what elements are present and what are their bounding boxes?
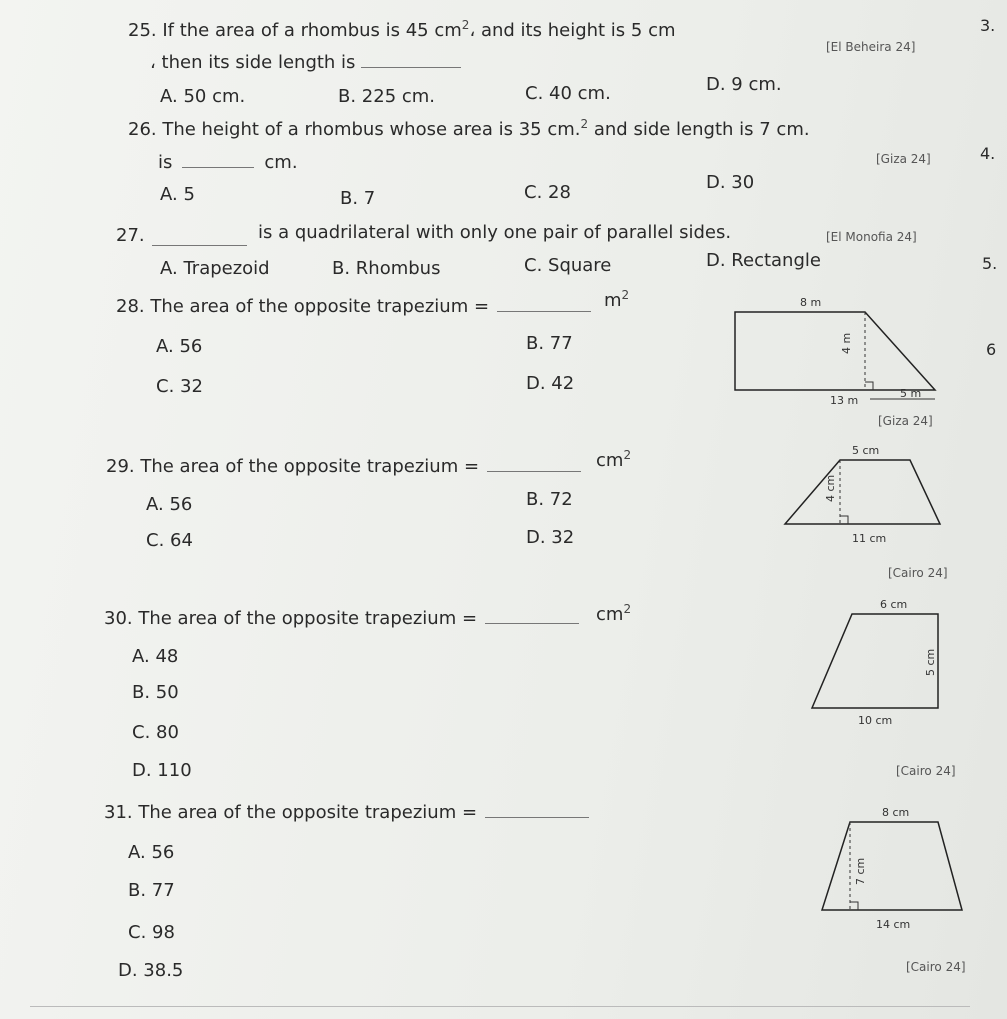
q28-unit: $m^2$ [604,288,630,311]
q28-source: [Giza 24] [878,414,933,428]
q31-trapezium-figure [810,800,970,940]
q28-trapezium-shape [735,312,935,390]
q29-label-height: 4 cm [824,474,837,502]
q26-option-b[interactable]: B. 7 [340,188,376,209]
q25-option-b[interactable]: B. 225 cm. [338,86,436,107]
q31-option-d[interactable]: D. 38.5 [118,960,184,981]
q27-stem: is a quadrilateral with only one pair of parallel sides. [258,222,732,243]
q29-option-b[interactable]: B. 72 [526,489,573,510]
q30-unit: $cm^2$ [596,602,632,625]
q27-blank [152,230,247,251]
q29-right-angle-mark [840,516,848,524]
q29-option-d[interactable]: D. 32 [526,527,575,548]
q25-option-d[interactable]: D. 9 cm. [706,74,782,95]
margin-number-3: 3. [980,16,996,35]
q29-trapezium-shape [785,460,940,524]
q30-option-b[interactable]: B. 50 [132,682,179,703]
q28-option-d[interactable]: D. 42 [526,373,575,394]
q28-right-angle-mark [865,382,873,390]
margin-number-6: 6 [986,340,997,359]
q28-label-bottom: 13 m [830,394,859,407]
q29-option-a[interactable]: A. 56 [146,494,193,515]
q31-option-c[interactable]: C. 98 [128,922,175,943]
q25-stem-line2: ، then its side length is [150,52,461,73]
q29-label-bottom: 11 cm [852,532,887,545]
q29-label-top: 5 cm [852,444,880,457]
q28-trapezium-figure [730,292,950,422]
q25-option-c[interactable]: C. 40 cm. [525,83,611,104]
q31-trapezium-shape [822,822,962,910]
q29-option-c[interactable]: C. 64 [146,530,193,551]
q25-stem: 25. If the area of a rhombus is 45 $cm^2،$ and its height is 5 cm [128,18,676,41]
q28-label-offset: 5 m [900,387,922,400]
margin-number-5: 5. [982,254,998,273]
q27-option-d[interactable]: D. Rectangle [706,250,821,271]
q28-option-c[interactable]: C. 32 [156,376,203,397]
q25-option-a[interactable]: A. 50 cm. [160,86,246,107]
q28-label-height: 4 m [840,332,853,354]
q31-option-b[interactable]: B. 77 [128,880,175,901]
q30-option-d[interactable]: D. 110 [132,760,192,781]
q30-source: [Cairo 24] [896,764,956,778]
q30-label-height: 5 cm [924,648,937,676]
bottom-divider [30,1006,970,1007]
q28-option-a[interactable]: A. 56 [156,336,203,357]
q29-unit: $cm^2$ [596,448,632,471]
q29-trapezium-figure [780,440,950,550]
q26-option-d[interactable]: D. 30 [706,172,755,193]
q30-label-top: 6 cm [880,598,908,611]
q27-number: 27. [116,225,145,246]
q31-label-height: 7 cm [854,857,867,885]
q26-option-a[interactable]: A. 5 [160,184,195,205]
q27-source: [El Monofia 24] [826,230,917,244]
q31-stem: 31. The area of the opposite trapezium = [104,802,589,823]
q30-trapezium-shape [812,614,938,708]
q26-stem-line2: is cm. [158,152,298,173]
q31-option-a[interactable]: A. 56 [128,842,175,863]
q31-label-bottom: 14 cm [876,918,911,931]
q30-option-c[interactable]: C. 80 [132,722,179,743]
q31-source: [Cairo 24] [906,960,966,974]
q27-option-b[interactable]: B. Rhombus [332,258,441,279]
q27-option-c[interactable]: C. Square [524,255,612,276]
q31-right-angle-mark [850,902,858,910]
q26-source: [Giza 24] [876,152,931,166]
q28-option-b[interactable]: B. 77 [526,333,573,354]
q27-option-a[interactable]: A. Trapezoid [160,258,270,279]
q26-option-c[interactable]: C. 28 [524,182,571,203]
q28-label-top: 8 m [800,296,822,309]
q28-stem: 28. The area of the opposite trapezium = [116,296,591,317]
q30-option-a[interactable]: A. 48 [132,646,179,667]
q30-trapezium-figure [800,596,960,736]
q30-label-bottom: 10 cm [858,714,893,727]
q30-stem: 30. The area of the opposite trapezium = [104,608,579,629]
q29-stem: 29. The area of the opposite trapezium = [106,456,581,477]
q26-stem: 26. The height of a rhombus whose area is 35 cm.$^2$ and side length is 7 cm. [128,117,810,140]
margin-number-4: 4. [980,144,996,163]
q31-label-top: 8 cm [882,806,910,819]
q29-source: [Cairo 24] [888,566,948,580]
q25-source: [El Beheira 24] [826,40,916,54]
